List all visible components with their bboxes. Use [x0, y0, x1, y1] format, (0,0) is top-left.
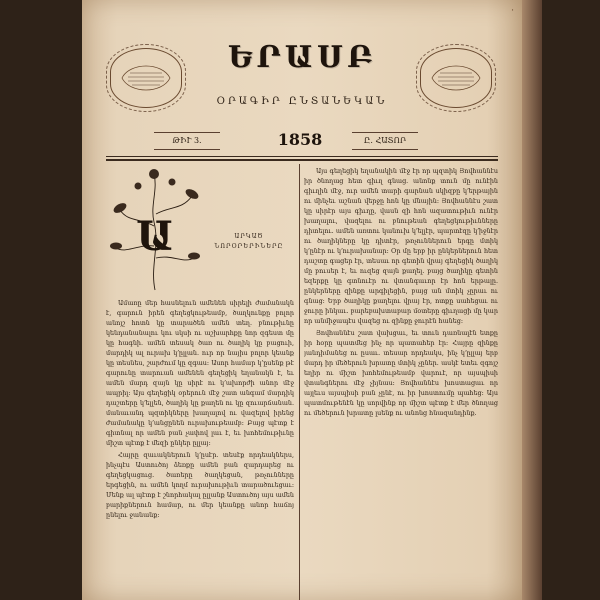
page-edge-shadow [522, 0, 542, 600]
right-paragraph-1: Այս գեղեցիկ եղանակին մէջ էր որ պզտիկ Յովհաննէս իր ծնողաց հետ գիւղ գնաց. անոնք տուն մը ունէին գիւղին մէջ, ուր ամեն տարի գարնան սկիզբը կ՚երթային ու մինչեւ աշնան վերջը հոն կը մնային: Յովհաննէս շատ կը սիրէր այս գիւղը, վասն զի հոն ազատութիւն ունէր խաղալու, վազելու ու բնութեան գեղեցկութիւնները դիտելու. ամեն առտու կանուխ կ՚ելլէր, պարտէզը կ՚իջնէր ու ծաղիկները կը դիտէր, թռչուններուն երգը մտիկ կ՚ընէր ու կ՚ուրախանար: Օր մը երբ իր ընկերներուն հետ դաշտը գացեր էր, տեսաւ որ գետին վրայ գեղեցիկ ծաղիկ մը բուսեր է, եւ ուզեց զայն քաղել. բայց ծաղիկը գետին եզերքը կը գտնուէր ու վտանգաւոր էր հոն երթալը. ընկերները զինքը արգիլեցին, բայց ան մտիկ չըրաւ ու գնաց: Երբ ծաղիկը քաղելու վրայ էր, ոտքը սահեցաւ ու ջուրը ինկաւ. բարեբախտաբար մօտերը գիւղացի մը կար որ անմիջապէս վազեց ու զինքը ջուրէն հանեց: [304, 167, 498, 325]
masthead-subtitle: ՕՐԱԳԻՐ ԸՆՏԱՆԵԿԱՆ [216, 96, 388, 107]
right-paragraph-2: Յովհաննէս շատ վախցաւ, եւ տուն դառնալէն ետքը իր հօրը պատմեց ինչ որ պատահեր էր: Հայրը զինքը յանդիմանեց ու ըսաւ. տեսար որդեակս, ինչ կ՚ըլլայ երբ մարդ իր մեծերուն խրատը մտիկ չըներ. ասկէ ետեւ զգոյշ եղիր ու միշտ խոհեմութեամբ վարուէ, որ այսպիսի վտանգներու մէջ չիյնաս: Յովհաննէս խոստացաւ որ այլեւս այսպիսի բան չընէ, ու իր խոստումը պահեց: Այս պատմութենէն կը սորվինք որ միշտ պէտք է մեր ծնողաց ու մեծերուն խրատը լսենք ու անոնց հնազանդինք. [304, 329, 498, 417]
masthead-title: ԵՐԱՍԲ [227, 40, 377, 75]
left-text-column [106, 298, 294, 598]
publication-year: 1858 [277, 130, 323, 149]
left-paragraph-1: Ամառը մեր հասնելուն ամենեն սիրելի ժամանակն է, գարուն իրեն գեղեցկութեամբ, ծաղկունքը բոլոր անոյշ հոտն կը տարածեն ամեն տեղ. բնութիւնը կենդանանալու կու սկսի ու աշխարհքը նոր զգեստ մը կը հագնի. ամեն տեսակ ծառ ու ծաղիկ կը բացուի, մարդիկ ալ ուրախ կ՚ըլլան. ուր որ նայիս բոլոր կեանք կը տեսնես, շարժում կը զգաս: Ասոր համար կ՚ըսենք թէ գարունը տարուան ամենեն գեղեցիկ եղանակն է, եւ ամեն մարդ զայն կը սիրէ ու կ՚ախորժի անոր մէջ ապրիլ: Այս գեղեցիկ օրերուն մէջ շատ անգամ մարդիկ դաշտերը կ՚ելլեն, ծաղիկ կը քաղեն ու կը զուարճանան. մանաւանդ պզտիկները խաղալով ու վազելով իրենց ժամանակը կ՚անցընեն ուրախութեամբ: Բայց պէտք է գիտնալ որ ամեն բան չափով լաւ է, եւ խոհեմութիւնը միշտ պէտք է մեզի ընկեր ըլլայ: [106, 299, 294, 447]
floral-ornament-icon [110, 166, 200, 294]
right-cartouche-flourish-icon [428, 58, 484, 98]
left-cartouche-flourish-icon [118, 58, 174, 98]
header-rule [106, 156, 498, 157]
right-text-column [304, 166, 498, 598]
page-corner-mark: · [511, 6, 514, 16]
volume-number: Ը. ՀԱՏՈՐ [352, 132, 418, 150]
newspaper-page [82, 0, 522, 600]
column-divider [299, 164, 300, 600]
header-rule-thick [106, 159, 498, 161]
left-paragraph-2: Հայրը զաւակներուն կ՚ըսէր. տեսէք որդեակներս, ինչպէս Աստուծոյ ձեռքը ամեն բան զարդարեց ու գեղեցկացուց. ծառերը ծաղկեցան, թռչունները երգեցին, ու ամեն կողմ ուրախութիւն տարածուեցաւ: Մենք ալ պէտք է շնորհակալ ըլլանք Աստուծոյ այս ամեն բարիքներուն համար, ու մեր կեանքը անոր հաճոյ ընելու ջանանք: [106, 451, 294, 519]
issue-number: ԹԻՒ 3. [154, 132, 220, 150]
floral-initial-illustration [110, 166, 200, 294]
issue-info-row [82, 130, 522, 152]
section-heading: ԱՐԿԱԾ ՆՈՐՕՐԵՐԻՆԵՐԸ [214, 233, 284, 250]
svg-text:Ա: Ա [136, 213, 174, 260]
